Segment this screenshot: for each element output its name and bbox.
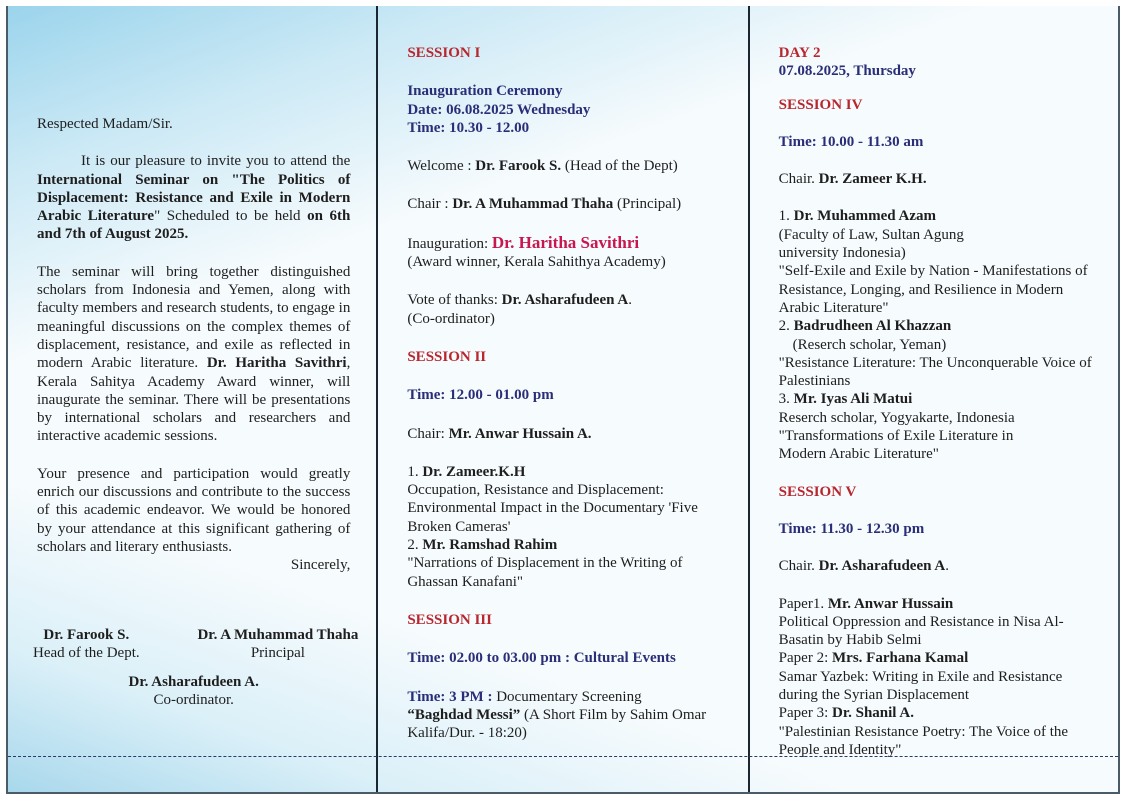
paper-title: "Transformations of Exile Literature in Modern Arabic Literature" — [778, 428, 1014, 463]
session-5-heading: SESSION V — [778, 483, 857, 500]
paper-title: Samar Yazbek: Writing in Exile and Resistance during the Syrian Displacement — [778, 668, 1063, 704]
closing-paragraph: Your presence and participation would greatly enrich our discussions and contribute to the success of this academic endeavor. We would be honored by your attendance at this significant gathering of scholars and literary enthusiasts. — [37, 465, 351, 555]
paper-title: "Self-Exile and Exile by Nation - Manifestations of Resistance, Longing, and Resilience in Modern Arabic Literature" — [778, 263, 1088, 316]
paper-item — [779, 317, 1100, 335]
intro-text-2: " Scheduled to be held — [154, 208, 308, 225]
presenter-name: Dr. Muhammed Azam — [793, 208, 937, 225]
session-4-heading: SESSION IV — [778, 96, 863, 113]
session-5-papers — [779, 595, 1100, 760]
signatory-name: Dr. Farook S. — [43, 626, 130, 643]
presenter-name: Badrudheen Al Khazzan — [793, 318, 952, 335]
thanks-dot: . — [628, 292, 632, 309]
thanks-label: Vote of thanks: — [407, 292, 502, 309]
chair-dot: . — [945, 558, 949, 575]
paper-number: Paper 2: — [778, 650, 832, 667]
intro-text: It is our pleasure to invite you to attend the — [81, 153, 351, 170]
presenter-name: Mr. Ramshad Rahim — [422, 537, 558, 554]
paper-number: Paper1. — [778, 595, 828, 612]
presenter-name: Mr. Anwar Hussain — [827, 595, 954, 612]
description-text-2: , Kerala Sahitya Academy Award winner, will inaugurate the seminar. There will be presentations by international scholars and researchers and interactive academic sessions. — [37, 355, 351, 445]
panel-day1-sessions — [376, 6, 747, 792]
day-2-date: 07.08.2025, Thursday — [778, 63, 916, 80]
inauguration-label: Inauguration: — [407, 235, 492, 252]
session-4-time: Time: 10.00 - 11.30 am — [778, 133, 924, 150]
film-title: “Baghdad Messi” — [407, 706, 521, 723]
chair-label: Chair. — [778, 171, 819, 188]
welcome-role: (Head of the Dept) — [561, 158, 678, 175]
inauguration-name: Dr. Haritha Savithri — [491, 232, 640, 252]
presenter-affiliation: (Reserch scholar, Yeman) — [792, 336, 947, 353]
paper-title: "Narrations of Displacement in the Writing of Ghassan Kanafani" — [407, 555, 683, 590]
film-detail: (A Short Film by Sahim Omar Kalifa/Dur. - 18:20) — [407, 706, 707, 742]
paper-number: 1. — [407, 463, 423, 480]
session-2-time: Time: 12.00 - 01.00 pm — [407, 387, 554, 404]
paper-item — [779, 649, 1100, 667]
paper-number: 2. — [778, 318, 794, 335]
session-2-papers — [407, 463, 729, 591]
chair-label: Chair: — [407, 425, 449, 442]
panel-day2-sessions — [748, 6, 1118, 792]
welcome-name: Dr. Farook S. — [475, 158, 562, 175]
seminar-title: International Seminar on "The Politics of Displacement: Resistance and Exile in Modern Arabic Literature — [37, 171, 351, 225]
screening-time: Time: 3 PM : — [407, 688, 497, 705]
chair-name: Dr. Asharafudeen A — [818, 558, 946, 575]
session-1-heading: SESSION I — [407, 45, 481, 61]
paper-item — [779, 595, 1100, 613]
chair-label: Chair. — [778, 558, 819, 575]
signatory-role: Principal — [250, 644, 305, 661]
paper-title: "Palestinian Resistance Poetry: The Voice of the People and Identity" — [778, 723, 1069, 758]
session-3-heading: SESSION III — [407, 611, 492, 628]
panel-invitation-letter — [8, 6, 376, 792]
salutation: Respected Madam/Sir. — [37, 116, 173, 132]
chair-name: Dr. A Muhammad Thaha — [452, 196, 614, 213]
session-1-time: Time: 10.30 - 12.00 — [407, 119, 530, 136]
presenter-affiliation: (Faculty of Law, Sultan Agung university Indonesia) — [778, 226, 964, 262]
paper-number: 1. — [778, 208, 794, 225]
welcome-label: Welcome : — [407, 158, 476, 175]
presenter-name: Mr. Iyas Ali Matui — [793, 391, 913, 408]
session-2-heading: SESSION II — [407, 348, 487, 365]
paper-title: Occupation, Resistance and Displacement: Environmental Impact in the Documentary 'Five Broken Cameras' — [407, 482, 698, 535]
inauguration-line — [407, 234, 729, 272]
signatory-role: Co-ordinator. — [153, 692, 234, 709]
brochure-sheet — [6, 6, 1120, 794]
paper-number: 3. — [778, 391, 794, 408]
session-4-papers — [779, 207, 1100, 463]
chair-line — [407, 195, 729, 213]
session-3-time: Time: 02.00 to 03.00 pm : Cultural Events — [407, 650, 676, 667]
presenter-name: Dr. Zameer.K.H — [422, 463, 526, 480]
paper-item — [779, 207, 1100, 225]
session-5-chair — [779, 557, 1100, 575]
session-4-chair — [779, 170, 1100, 188]
session-5-time: Time: 11.30 - 12.30 pm — [778, 520, 925, 537]
presenter-name: Dr. Shanil A. — [832, 705, 914, 722]
paper-item — [407, 536, 729, 554]
signatory-name: Dr. Asharafudeen A. — [128, 674, 259, 691]
description-text: The seminar will bring together distinguished scholars from Indonesia and Yemen, along with faculty members and research students, to engage in meaningful discussions on the complex themes of displacement, resistance, and exile as reflected in modern Arabic literature. — [37, 263, 351, 372]
session-1-info — [407, 82, 729, 137]
paper-title: Political Oppression and Resistance in Nisa Al-Basatin by Habib Selmi — [778, 613, 1064, 649]
description-paragraph — [37, 263, 350, 446]
paper-item — [779, 704, 1100, 722]
signatory-principal — [197, 626, 358, 663]
paper-number: Paper 3: — [778, 705, 832, 722]
presenter-name: Mrs. Farhana Kamal — [832, 650, 969, 667]
welcome-line — [407, 157, 729, 175]
signatory-role: Head of the Dept. — [33, 644, 140, 661]
chair-name: Dr. Zameer K.H. — [818, 171, 927, 188]
signatory-row — [33, 626, 359, 663]
vote-of-thanks-line — [407, 291, 729, 328]
session-1-date: Date: 06.08.2025 Wednesday — [407, 101, 591, 118]
intro-paragraph — [37, 152, 350, 243]
signatory-hod — [33, 626, 140, 663]
paper-title: "Resistance Literature: The Unconquerable Voice of Palestinians — [778, 354, 1092, 390]
session-2-chair — [407, 425, 729, 443]
inaugurator-name: Dr. Haritha Savithri — [206, 355, 347, 372]
paper-item — [407, 463, 729, 481]
inauguration-role: (Award winner, Kerala Sahithya Academy) — [407, 254, 666, 271]
session-1-title: Inauguration Ceremony — [407, 83, 563, 100]
paper-number: 2. — [407, 537, 423, 554]
presenter-affiliation: Reserch scholar, Yogyakarte, Indonesia — [778, 409, 1015, 426]
documentary-screening — [407, 688, 729, 743]
paper-item — [779, 390, 1100, 408]
thanks-role: (Co-ordinator) — [407, 310, 495, 327]
screening-label: Documentary Screening — [496, 688, 642, 705]
seminar-dates: on 6th and 7th of August 2025. — [37, 208, 351, 243]
chair-label: Chair : — [407, 196, 453, 213]
day-2-heading: DAY 2 — [778, 45, 821, 61]
signatory-name: Dr. A Muhammad Thaha — [197, 626, 359, 643]
chair-role: (Principal) — [613, 196, 682, 213]
chair-name: Mr. Anwar Hussain A. — [448, 425, 592, 442]
thanks-name: Dr. Asharafudeen A — [501, 292, 629, 309]
signatory-coordinator — [37, 673, 350, 710]
closing-sincerely: Sincerely, — [290, 557, 351, 574]
